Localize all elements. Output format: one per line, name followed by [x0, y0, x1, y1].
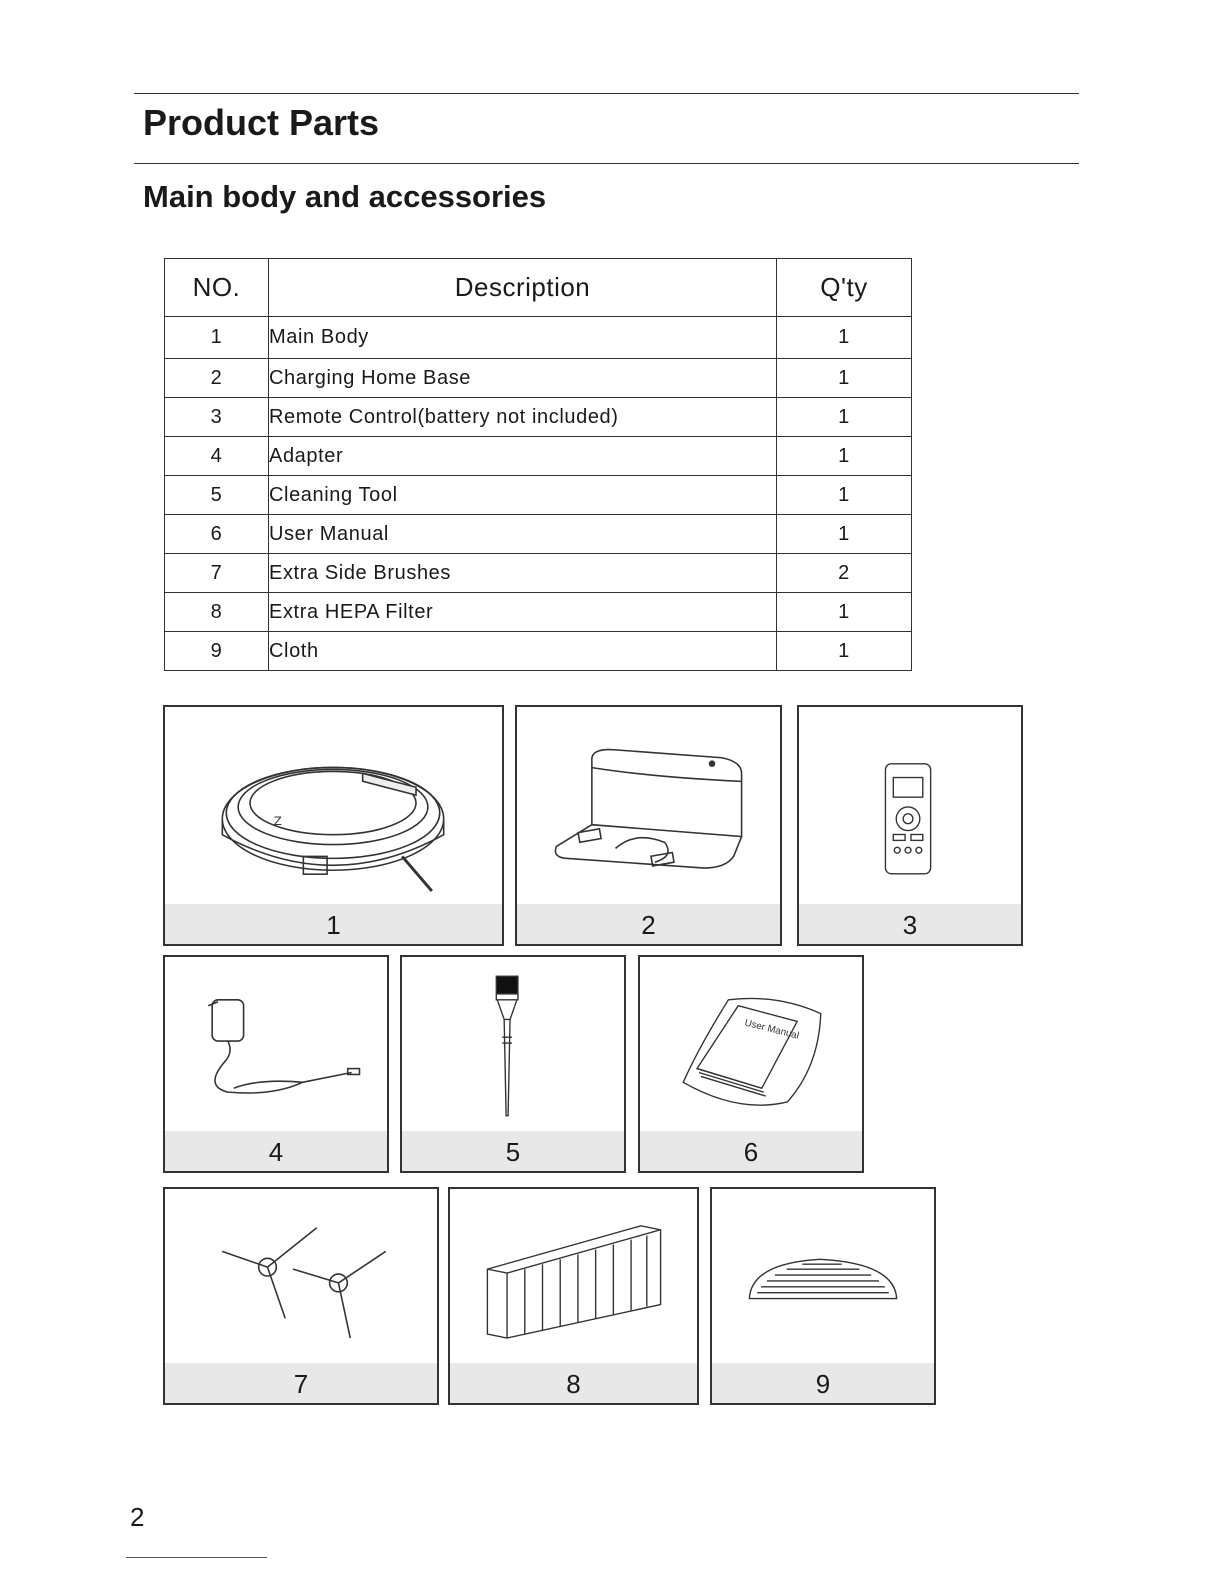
part-label: 1 [165, 904, 502, 944]
row-description: Extra HEPA Filter [269, 593, 777, 632]
part-label: 8 [450, 1363, 697, 1403]
table-header-row [165, 259, 912, 317]
remote-control-icon [799, 707, 1021, 906]
part-card-remote-control [797, 705, 1023, 946]
part-card-main-body [163, 705, 504, 946]
row-description: Cleaning Tool [269, 476, 777, 515]
parts-table [164, 258, 912, 671]
power-adapter-icon [165, 957, 387, 1133]
table-row [165, 437, 912, 476]
row-no: 2 [165, 359, 269, 398]
side-brushes-icon [165, 1189, 437, 1365]
footer-line [126, 1557, 267, 1558]
charging-base-icon [517, 707, 780, 906]
row-no: 6 [165, 515, 269, 554]
page-title: Product Parts [143, 102, 380, 143]
row-description: Charging Home Base [269, 359, 777, 398]
part-label: 9 [712, 1363, 934, 1403]
row-description: User Manual [269, 515, 777, 554]
hepa-filter-icon [450, 1189, 697, 1365]
row-description: Remote Control(battery not included) [269, 398, 777, 437]
manual-cover-text: User Manual [743, 1017, 801, 1042]
part-card-charging-base [515, 705, 782, 946]
cloth-icon [712, 1189, 934, 1365]
top-rule [134, 93, 1079, 94]
row-qty: 1 [777, 632, 912, 671]
part-card-user-manual [638, 955, 864, 1173]
robot-vacuum-icon [165, 707, 502, 906]
table-row [165, 554, 912, 593]
part-label: 7 [165, 1363, 437, 1403]
row-description: Extra Side Brushes [269, 554, 777, 593]
row-description: Cloth [269, 632, 777, 671]
part-card-adapter [163, 955, 389, 1173]
section-title: Main body and accessories [143, 179, 547, 214]
page-number: 2 [130, 1502, 145, 1532]
table-row [165, 632, 912, 671]
row-no: 7 [165, 554, 269, 593]
part-label: 3 [799, 904, 1021, 944]
part-label: 5 [402, 1131, 624, 1171]
part-label: 6 [640, 1131, 862, 1171]
row-no: 9 [165, 632, 269, 671]
row-qty: 2 [777, 554, 912, 593]
row-no: 4 [165, 437, 269, 476]
row-qty: 1 [777, 593, 912, 632]
table-row [165, 359, 912, 398]
part-card-cleaning-tool [400, 955, 626, 1173]
row-qty: 1 [777, 437, 912, 476]
row-qty: 1 [777, 515, 912, 554]
row-qty: 1 [777, 317, 912, 359]
table-row [165, 515, 912, 554]
part-card-side-brushes [163, 1187, 439, 1405]
row-no: 3 [165, 398, 269, 437]
row-description: Adapter [269, 437, 777, 476]
row-no: 5 [165, 476, 269, 515]
header-qty: Q'ty [777, 259, 912, 317]
part-card-cloth [710, 1187, 936, 1405]
table-row [165, 593, 912, 632]
row-qty: 1 [777, 398, 912, 437]
part-label: 4 [165, 1131, 387, 1171]
user-manual-icon [640, 957, 862, 1133]
header-no: NO. [165, 259, 269, 317]
row-description: Main Body [269, 317, 777, 359]
title-rule [134, 163, 1079, 164]
row-qty: 1 [777, 359, 912, 398]
row-qty: 1 [777, 476, 912, 515]
cleaning-brush-icon [402, 957, 624, 1133]
row-no: 8 [165, 593, 269, 632]
part-card-hepa-filter [448, 1187, 699, 1405]
header-description: Description [269, 259, 777, 317]
table-row [165, 476, 912, 515]
table-row [165, 398, 912, 437]
table-row [165, 317, 912, 359]
svg-text:Z: Z [273, 813, 282, 828]
part-label: 2 [517, 904, 780, 944]
row-no: 1 [165, 317, 269, 359]
